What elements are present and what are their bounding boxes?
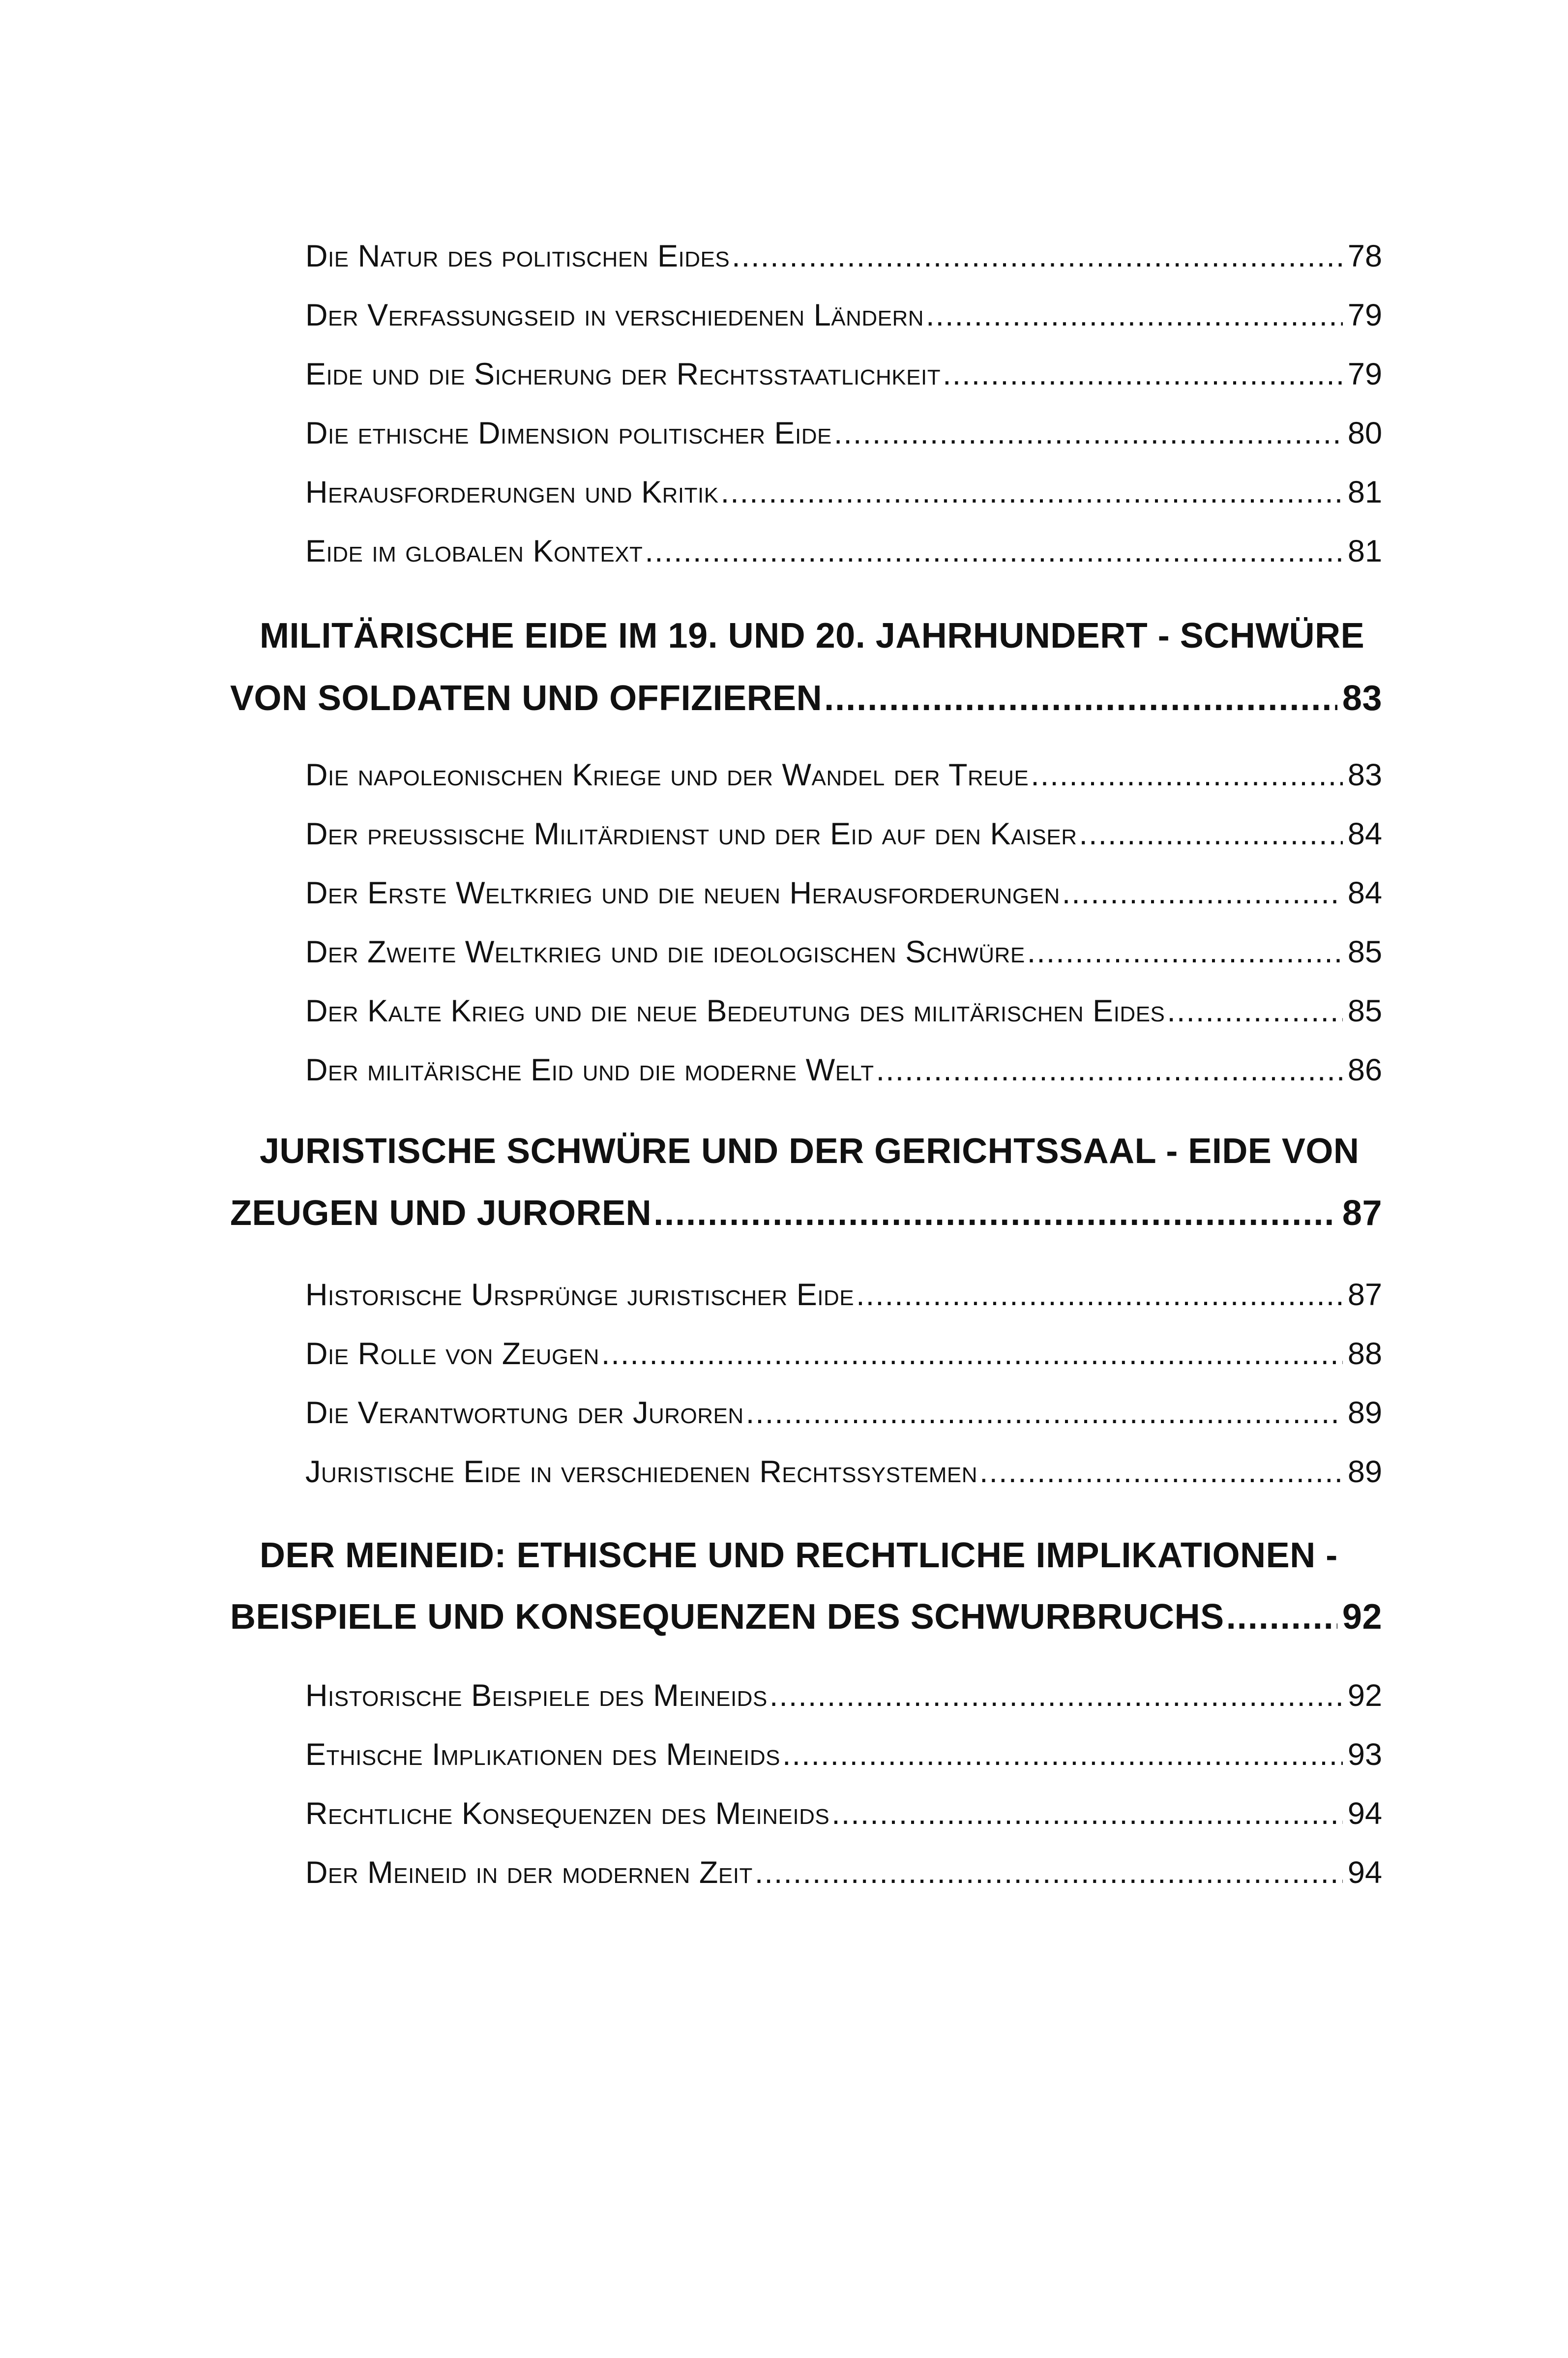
dot-leader xyxy=(746,1383,1343,1442)
toc-entry[interactable] xyxy=(305,463,1382,522)
toc-entry[interactable] xyxy=(305,1666,1382,1725)
toc-entry-page: 93 xyxy=(1347,1737,1382,1772)
toc-entry-title: Eide im globalen Kontext xyxy=(305,534,643,568)
toc-entry-title: Herausforderungen und Kritik xyxy=(305,475,719,509)
toc-entry-page: 92 xyxy=(1347,1678,1382,1713)
toc-entry-title: Rechtliche Konsequenzen des Meineids xyxy=(305,1796,830,1831)
toc-entry-title: Die Rolle von Zeugen xyxy=(305,1337,599,1371)
toc-entry-page: 83 xyxy=(1347,758,1382,792)
toc-entry[interactable] xyxy=(305,1041,1382,1100)
chapter-heading-line2: VON SOLDATEN UND OFFIZIEREN xyxy=(230,679,823,718)
dot-leader xyxy=(755,1843,1343,1902)
chapter-heading-line1[interactable]: MILITÄRISCHE EIDE IM 19. UND 20. JAHRHUNDERT - SCHWÜRE xyxy=(260,616,1365,656)
toc-entry-page: 79 xyxy=(1347,298,1382,332)
chapter-page: 83 xyxy=(1342,679,1382,718)
toc-entry-title: Historische Ursprünge juristischer Eide xyxy=(305,1278,855,1312)
dot-leader xyxy=(732,227,1343,286)
toc-entry-page: 78 xyxy=(1347,239,1382,273)
chapter-heading-line1[interactable]: JURISTISCHE SCHWÜRE UND DER GERICHTSSAAL - EIDE VON xyxy=(260,1132,1360,1171)
toc-entry-page: 79 xyxy=(1347,357,1382,391)
toc-entry-title: Historische Beispiele des Meineids xyxy=(305,1678,768,1713)
toc-entry-page: 81 xyxy=(1347,534,1382,568)
toc-entry[interactable] xyxy=(305,1784,1382,1843)
toc-entry-title: Der Zweite Weltkrieg und die ideologischen Schwüre xyxy=(305,935,1025,969)
toc-entry-page: 89 xyxy=(1347,1396,1382,1430)
toc-entry-page: 88 xyxy=(1347,1337,1382,1371)
dot-leader xyxy=(769,1666,1343,1725)
dot-leader xyxy=(721,463,1343,522)
toc-entry[interactable] xyxy=(305,522,1382,581)
chapter-heading-entry[interactable] xyxy=(230,661,1382,735)
toc-entry[interactable] xyxy=(305,982,1382,1041)
toc-entry[interactable] xyxy=(305,1265,1382,1324)
dot-leader xyxy=(1031,746,1343,805)
toc-entry[interactable] xyxy=(305,345,1382,404)
toc-entry-page: 84 xyxy=(1347,876,1382,910)
toc-entry-title: Der Verfassungseid in verschiedenen Ländern xyxy=(305,298,924,332)
chapter-heading-line1[interactable]: DER MEINEID: ETHISCHE UND RECHTLICHE IMPLIKATIONEN - xyxy=(260,1536,1338,1575)
dot-leader xyxy=(1167,982,1343,1041)
toc-entry[interactable] xyxy=(305,1725,1382,1784)
dot-leader xyxy=(979,1442,1343,1501)
toc-entry-page: 89 xyxy=(1347,1455,1382,1489)
toc-entry[interactable] xyxy=(305,286,1382,345)
toc-entry-title: Der Erste Weltkrieg und die neuen Herausforderungen xyxy=(305,876,1060,910)
toc-entry-title: Der Kalte Krieg und die neue Bedeutung des militärischen Eides xyxy=(305,994,1165,1028)
dot-leader xyxy=(834,404,1343,463)
dot-leader xyxy=(943,345,1343,404)
dot-leader xyxy=(1062,864,1343,923)
toc-entry-page: 80 xyxy=(1347,416,1382,450)
toc-entry-title: Ethische Implikationen des Meineids xyxy=(305,1737,780,1772)
toc-entry-page: 85 xyxy=(1347,994,1382,1028)
dot-leader xyxy=(782,1725,1343,1784)
dot-leader xyxy=(653,1176,1337,1250)
toc-entry-title: Der Meineid in der modernen Zeit xyxy=(305,1855,753,1890)
toc-entry-title: Eide und die Sicherung der Rechtsstaatlichkeit xyxy=(305,357,941,391)
dot-leader xyxy=(926,286,1343,345)
toc-entry-page: 84 xyxy=(1347,817,1382,851)
chapter-heading-line2: ZEUGEN UND JUROREN xyxy=(230,1194,652,1233)
toc-entry[interactable] xyxy=(305,864,1382,923)
toc-entry-title: Juristische Eide in verschiedenen Rechtssystemen xyxy=(305,1455,977,1489)
dot-leader xyxy=(876,1041,1343,1100)
dot-leader xyxy=(824,661,1337,735)
dot-leader xyxy=(831,1784,1343,1843)
chapter-heading-entry[interactable] xyxy=(230,1580,1382,1654)
toc-entry-title: Die napoleonischen Kriege und der Wandel der Treue xyxy=(305,758,1029,792)
toc-entry-page: 85 xyxy=(1347,935,1382,969)
toc-entry-page: 87 xyxy=(1347,1278,1382,1312)
toc-entry-page: 81 xyxy=(1347,475,1382,509)
toc-entry-title: Der preußische Militärdienst und der Eid auf den Kaiser xyxy=(305,817,1077,851)
toc-entry-page: 94 xyxy=(1347,1855,1382,1890)
dot-leader xyxy=(1079,805,1343,864)
toc-entry[interactable] xyxy=(305,805,1382,864)
toc-entry-title: Die Verantwortung der Juroren xyxy=(305,1396,744,1430)
chapter-page: 87 xyxy=(1342,1194,1382,1233)
toc-entry[interactable] xyxy=(305,1442,1382,1501)
chapter-heading-line2: BEISPIELE UND KONSEQUENZEN DES SCHWURBRUCHS xyxy=(230,1597,1224,1637)
toc-entry-page: 94 xyxy=(1347,1796,1382,1831)
dot-leader xyxy=(645,522,1342,581)
chapter-page: 92 xyxy=(1342,1597,1382,1637)
toc-entry-title: Der militärische Eid und die moderne Welt xyxy=(305,1053,874,1087)
dot-leader xyxy=(856,1265,1343,1324)
toc-entry[interactable] xyxy=(305,923,1382,982)
toc-entry[interactable] xyxy=(305,1383,1382,1442)
chapter-heading-entry[interactable] xyxy=(230,1176,1382,1250)
toc-entry[interactable] xyxy=(305,404,1382,463)
dot-leader xyxy=(1027,923,1343,982)
toc-entry-title: Die ethische Dimension politischer Eide xyxy=(305,416,832,450)
toc-entry[interactable] xyxy=(305,1324,1382,1383)
toc-entry[interactable] xyxy=(305,746,1382,805)
toc-entry[interactable] xyxy=(305,227,1382,286)
toc-entry-title: Die Natur des politischen Eides xyxy=(305,239,730,273)
toc-entry-page: 86 xyxy=(1347,1053,1382,1087)
toc-entry[interactable] xyxy=(305,1843,1382,1902)
dot-leader xyxy=(1226,1580,1337,1654)
dot-leader xyxy=(601,1324,1343,1383)
